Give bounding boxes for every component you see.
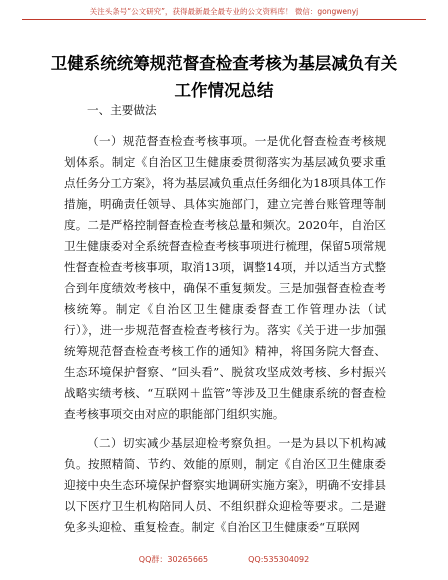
paragraph: （二）切实减少基层迎检考察负担。一是为县以下机构减负。按照精简、节约、效能的原则，制定《自治区卫生健康委迎接中央生态环境保护督察实地调研实施方案》，明确不安排县以下医疗卫生机构陪同人员、不组织群众迎检等要求。二是避免多头迎检、重复检查。制定《自治区卫生健康委“互联网	[64, 436, 386, 534]
header-notice: 关注头条号“公文研究”，获得最新最全最专业的公文资料库！ 微信：gongwenyj	[89, 7, 359, 16]
footer-contact	[0, 554, 448, 565]
footer-qq: QQ:535304092	[248, 555, 310, 564]
footer-qq-group: QQ群：30265665	[138, 555, 209, 564]
section-heading: 一、主要做法	[87, 103, 157, 117]
header-divider	[22, 19, 426, 20]
paragraph: （一）规范督查检查考核事项。一是优化督查检查考核规划体系。制定《自治区卫生健康委贯彻落实为基层减负要求重点任务分工方案》，将为基层减负重点任务细化为18项具体工作措施，明确责任领导、具体实施部门，建立完善台账管理等制度。二是严格控制督查检查考核总量和频次。2020年，自治区卫生健康委对全系统督查检查考核事项进行梳理，保留5项常规性督查检查考核事项，取消13项，调整14项，并以适当方式整合到年度绩效考核中，确保不重复频发。三是加强督查检查考核统筹。制定《自治区卫生健康委督查工作管理办法（试行）》，进一步规范督查检查考核行为。落实《关于进一步加强统筹规范督查检查考核工作的通知》精神，将国务院大督查、生态环境保护督察、“回头看”、脱贫攻坚成效考核、乡村振兴战略实绩考核、“互联网＋监管”等涉及卫生健康系统的督查检查考核事项交由对应的职能部门组织实施。	[64, 134, 386, 421]
document-body	[64, 100, 386, 538]
document-title: 卫健系统统筹规范督查检查考核为基层减负有关工作情况总结	[50, 54, 398, 100]
